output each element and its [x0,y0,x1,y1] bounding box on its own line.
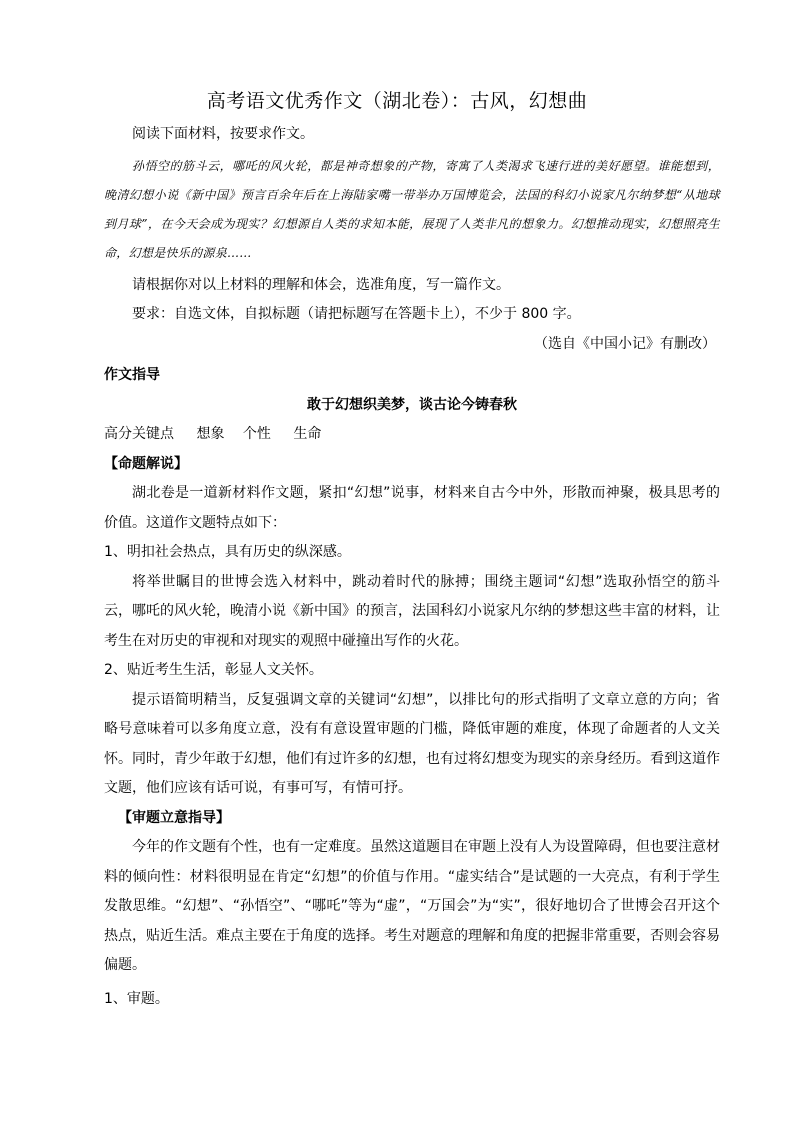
keyword-item: 个性 [242,426,271,442]
point-paragraph: 将举世瞩目的世博会选入材料中，跳动着时代的脉搏；围绕主题词“幻想”选取孙悟空的筋斗云，哪吒的风火轮，晚清小说《新中国》的预言，法国科幻小说家凡尔纳的梦想这些丰富的材料，让考生在对历史的审视和对现实的观照中碰撞出写作的火花。 [104,573,720,649]
point-heading: 1、审题。 [104,990,169,1007]
document-body [104,120,720,1014]
instruction-paragraph: 请根据你对以上材料的理解和体会，选准角度，写一篇作文。 [132,276,510,293]
keywords-label: 高分关键点 [104,426,174,442]
requirement-paragraph: 要求：自选文体，自拟标题（请把标题写在答题卡上），不少于 800 字。 [132,306,581,322]
source-note: （选自《中国小记》有删改） [534,335,716,352]
keywords-line [104,420,720,450]
point-paragraph: 提示语简明精当，反复强调文章的关键词“幻想”，以排比句的形式指明了文章立意的方向；省略号意味着可以多角度立意，没有有意设置审题的门槛，降低审题的难度，体现了命题者的人文关怀。同时，青少年敢于幻想，他们有过许多的幻想，也有过将幻想变为现实的亲身经历。看到这道作文题，他们应该有话可说，有事可写，有情可抒。 [104,691,720,796]
keyword-item: 生命 [293,426,322,442]
guidance-paragraph: 今年的作文题有个性，也有一定难度。虽然这道题目在审题上没有人为设置障碍，但也要注意材料的倾向性：材料很明显在肯定“幻想”的价值与作用。“虚实结合”是试题的一大亮点，有利于学生发散思维。“幻想”、“孙悟空”、“哪吒”等为“虚”，“万国会”为“实”，很好地切合了世博会召开这个热点，贴近生活。难点主要在于角度的选择。考生对题意的理解和角度的把握非常重要，否则会容易偏题。 [104,839,720,973]
material-paragraph: 孙悟空的筋斗云，哪吒的风火轮，都是神奇想象的产物，寄寓了人类渴求飞速行进的美好愿望。谁能想到，晚清幻想小说《新中国》预言百余年后在上海陆家嘴一带举办万国博览会，法国的科幻小说家凡尔纳梦想“从地球到月球”，在今天会成为现实？幻想源自人类的求知本能，展现了人类非凡的想象力。幻想推动现实，幻想照亮生命，幻想是快乐的源泉…… [104,158,720,260]
guide-heading: 作文指导 [104,367,160,383]
document-title: 高考语文优秀作文（湖北卷）：古风，幻想曲 [206,90,588,112]
keyword-item: 想象 [196,426,225,442]
section-heading-guidance: 【审题立意指导】 [118,809,230,826]
intro-paragraph: 阅读下面材料，按要求作文。 [132,126,314,142]
point-heading: 1、明扣社会热点，具有历史的纵深感。 [104,544,351,560]
section-heading-proposition: 【命题解说】 [104,455,188,472]
point-heading: 2、贴近考生生活，彰显人文关怀。 [104,662,323,678]
proposition-paragraph: 湖北卷是一道新材料作文题，紧扣“幻想”说事，材料来自古今中外，形散而神聚，极具思考的价值。这道作文题特点如下： [104,485,720,531]
essay-subtitle: 敢于幻想织美梦，谈古论今铸春秋 [307,396,517,413]
